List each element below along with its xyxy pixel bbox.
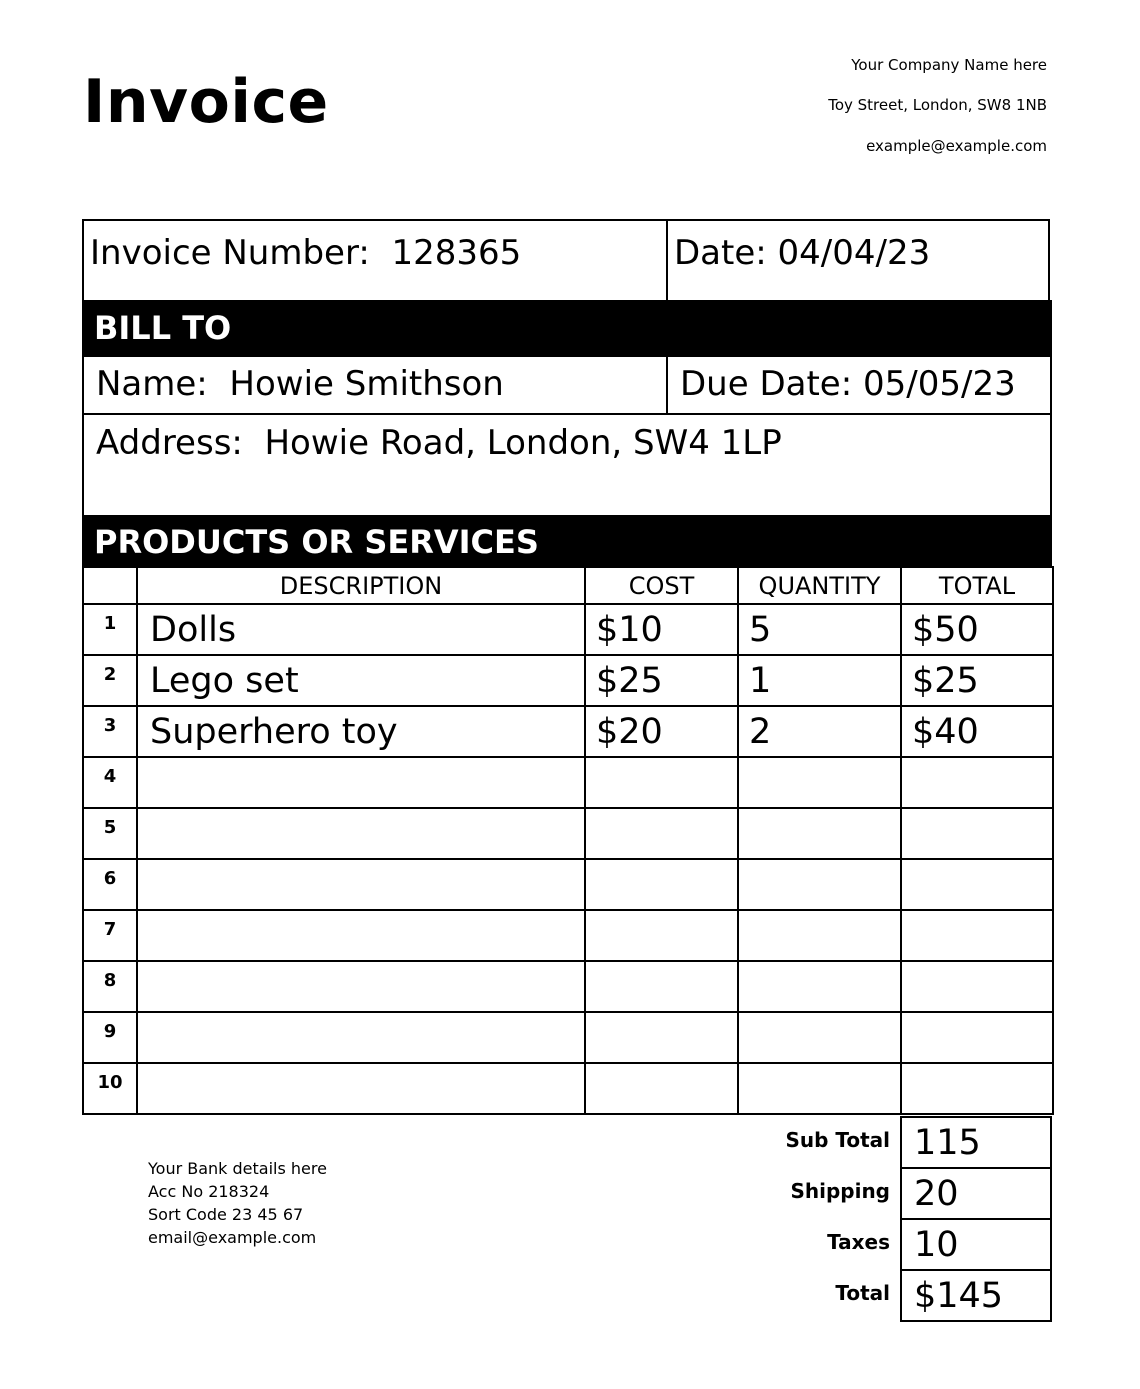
invoice-number-label: Invoice Number: xyxy=(90,233,370,273)
row-cost xyxy=(585,808,738,859)
table-row xyxy=(83,859,1053,910)
invoice-date-cell xyxy=(666,219,1050,302)
table-row xyxy=(83,1063,1053,1114)
row-description: Dolls xyxy=(137,604,585,655)
row-description xyxy=(137,1012,585,1063)
products-table xyxy=(82,566,1054,1115)
company-name: Your Company Name here xyxy=(851,56,1047,74)
bill-to-name-value: Howie Smithson xyxy=(229,364,504,404)
row-description xyxy=(137,808,585,859)
bill-to-address-label: Address: xyxy=(96,423,243,463)
table-row xyxy=(83,1012,1053,1063)
column-header-total: TOTAL xyxy=(901,567,1053,604)
row-number: 5 xyxy=(83,808,137,859)
invoice-number-value: 128365 xyxy=(391,233,522,273)
row-total: $40 xyxy=(901,706,1053,757)
row-number: 9 xyxy=(83,1012,137,1063)
row-total xyxy=(901,961,1053,1012)
row-quantity xyxy=(738,859,901,910)
shipping-label: Shipping xyxy=(790,1179,890,1203)
column-header-number xyxy=(83,567,137,604)
row-cost: $25 xyxy=(585,655,738,706)
row-quantity xyxy=(738,808,901,859)
row-cost: $20 xyxy=(585,706,738,757)
invoice-date-value: 04/04/23 xyxy=(777,233,931,273)
row-description: Superhero toy xyxy=(137,706,585,757)
row-quantity xyxy=(738,1063,901,1114)
products-heading: PRODUCTS OR SERVICES xyxy=(82,515,1052,567)
row-total xyxy=(901,910,1053,961)
bank-email: email@example.com xyxy=(148,1228,317,1247)
company-address: Toy Street, London, SW8 1NB xyxy=(828,96,1047,114)
invoice-number-cell xyxy=(82,219,668,302)
taxes-label: Taxes xyxy=(827,1230,890,1254)
total-value: $145 xyxy=(900,1269,1052,1322)
bill-to-address-cell xyxy=(82,413,1052,517)
row-quantity xyxy=(738,757,901,808)
row-quantity xyxy=(738,1012,901,1063)
company-email: example@example.com xyxy=(866,137,1047,155)
row-cost xyxy=(585,910,738,961)
subtotal-value: 115 xyxy=(900,1116,1052,1169)
taxes-value: 10 xyxy=(900,1218,1052,1271)
row-description xyxy=(137,910,585,961)
row-total xyxy=(901,808,1053,859)
row-number: 4 xyxy=(83,757,137,808)
row-description xyxy=(137,961,585,1012)
row-total xyxy=(901,1063,1053,1114)
table-row xyxy=(83,706,1053,757)
invoice-title: Invoice xyxy=(83,67,329,137)
row-cost xyxy=(585,961,738,1012)
bank-sort-code: Sort Code 23 45 67 xyxy=(148,1205,304,1224)
row-description xyxy=(137,1063,585,1114)
table-row xyxy=(83,808,1053,859)
shipping-value: 20 xyxy=(900,1167,1052,1220)
row-quantity xyxy=(738,910,901,961)
row-cost: $10 xyxy=(585,604,738,655)
row-number: 2 xyxy=(83,655,137,706)
row-cost xyxy=(585,859,738,910)
row-cost xyxy=(585,1063,738,1114)
row-total: $50 xyxy=(901,604,1053,655)
subtotal-label: Sub Total xyxy=(785,1128,890,1152)
row-total xyxy=(901,859,1053,910)
row-cost xyxy=(585,1012,738,1063)
row-description: Lego set xyxy=(137,655,585,706)
bill-to-heading: BILL TO xyxy=(82,300,1052,355)
column-header-cost: COST xyxy=(585,567,738,604)
column-header-quantity: QUANTITY xyxy=(738,567,901,604)
column-header-description: DESCRIPTION xyxy=(137,567,585,604)
row-number: 10 xyxy=(83,1063,137,1114)
row-cost xyxy=(585,757,738,808)
row-quantity: 1 xyxy=(738,655,901,706)
due-date-cell xyxy=(666,355,1052,415)
table-row xyxy=(83,961,1053,1012)
row-number: 7 xyxy=(83,910,137,961)
bill-to-name-label: Name: xyxy=(96,364,208,404)
table-row xyxy=(83,655,1053,706)
table-row xyxy=(83,757,1053,808)
bank-details-heading: Your Bank details here xyxy=(148,1159,327,1178)
row-quantity: 2 xyxy=(738,706,901,757)
row-total xyxy=(901,1012,1053,1063)
row-description xyxy=(137,757,585,808)
row-total: $25 xyxy=(901,655,1053,706)
row-number: 6 xyxy=(83,859,137,910)
row-number: 8 xyxy=(83,961,137,1012)
bill-to-address-value: Howie Road, London, SW4 1LP xyxy=(264,423,782,463)
bank-account-number: Acc No 218324 xyxy=(148,1182,270,1201)
row-description xyxy=(137,859,585,910)
due-date-value: 05/05/23 xyxy=(863,364,1016,404)
row-number: 3 xyxy=(83,706,137,757)
due-date-label: Due Date: xyxy=(680,364,853,404)
row-number: 1 xyxy=(83,604,137,655)
bill-to-name-cell xyxy=(82,355,668,415)
row-total xyxy=(901,757,1053,808)
table-row xyxy=(83,910,1053,961)
products-header-row xyxy=(83,567,1053,604)
row-quantity xyxy=(738,961,901,1012)
total-label: Total xyxy=(835,1281,890,1305)
row-quantity: 5 xyxy=(738,604,901,655)
invoice-date-label: Date: xyxy=(674,233,767,273)
table-row xyxy=(83,604,1053,655)
